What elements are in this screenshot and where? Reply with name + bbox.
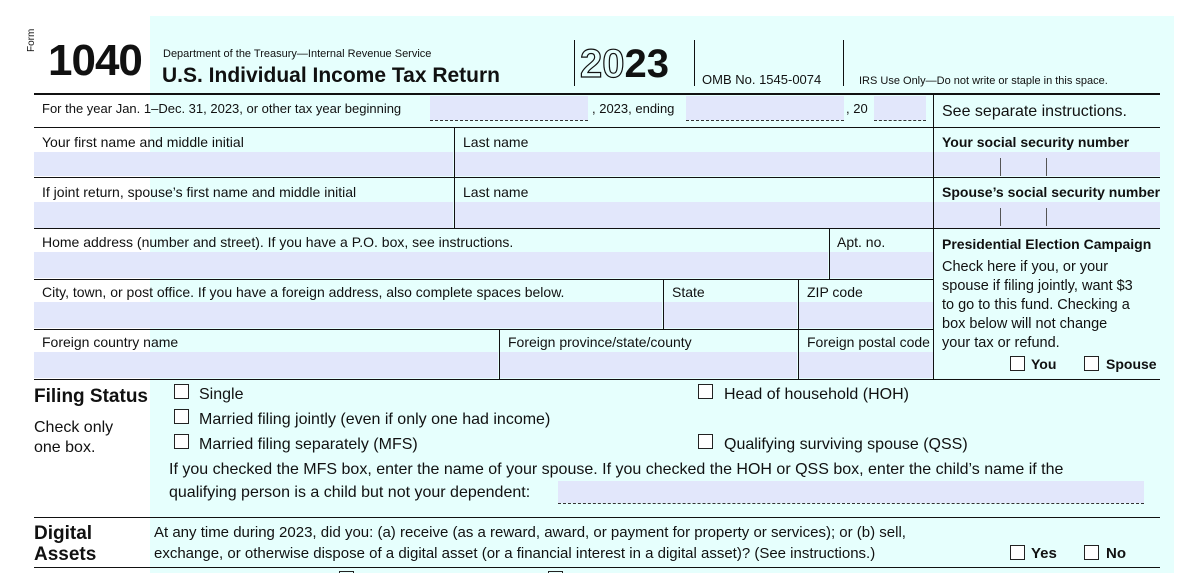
foreign-country-label: Foreign country name [42,334,179,350]
mfj-checkbox[interactable] [174,409,189,424]
ssn-sep-1 [1000,158,1001,176]
presidential-you-checkbox[interactable] [1010,356,1025,371]
spouse-first-name-label: If joint return, spouse’s first name and middle initial [42,184,357,200]
row-rule-8 [34,567,1160,568]
foreign-province-field[interactable] [500,352,797,378]
presidential-spouse-checkbox[interactable] [1084,356,1099,371]
filing-note-line1: If you checked the MFS box, enter the name of your spouse. If you checked the HOH or QSS box, enter the child’s name if the [169,461,1064,478]
tax-year [580,42,669,86]
qualifying-person-line [558,503,1144,504]
city-field[interactable] [34,302,662,328]
tax-year-solid: 23 [624,42,669,86]
row-rule-1 [34,127,1160,128]
state-field[interactable] [664,302,797,328]
ssn-field[interactable] [934,152,1160,176]
row-rule-5 [34,329,933,330]
mfs-label: Married filing separately (MFS) [199,436,418,453]
qss-label: Qualifying surviving spouse (QSS) [724,436,968,453]
tax-year-end-prefix: , 20 [846,101,868,116]
presidential-title: Presidential Election Campaign [942,236,1152,252]
foreign-province-label: Foreign province/state/county [508,334,692,350]
home-address-field[interactable] [34,252,828,278]
row-rule-7 [34,517,1160,518]
ssn-sep-2 [1046,158,1047,176]
mfj-label: Married filing jointly (even if only one had income) [199,411,551,428]
foreign-postal-field[interactable] [799,352,933,378]
spouse-ssn-field[interactable] [934,202,1160,228]
home-address-label: Home address (number and street). If you have a P.O. box, see instructions. [42,234,514,250]
form-title: U.S. Individual Income Tax Return [162,64,500,87]
last-name-label: Last name [463,134,529,150]
filing-status-title: Filing Status [34,386,148,407]
city-label: City, town, or post office. If you have a foreign address, also complete spaces below. [42,284,565,300]
foreign-postal-label: Foreign postal code [807,334,930,350]
tax-year-end-line [686,120,844,121]
first-name-field[interactable] [34,152,453,176]
form-side-label: Form [26,28,37,52]
row-rule-6 [34,379,1160,380]
header-bottom-rule [34,93,1160,95]
tax-year-end-year-field[interactable] [874,96,926,120]
presidential-you-label: You [1031,356,1057,372]
presidential-text-1: Check here if you, or your [942,259,1109,275]
digital-assets-yes-checkbox[interactable] [1010,545,1025,560]
presidential-text-2: spouse if filing jointly, want $3 [942,278,1133,294]
zip-field[interactable] [799,302,933,328]
state-label: State [672,284,705,300]
tax-year-begin-line [430,120,588,121]
digital-assets-no-checkbox[interactable] [1084,545,1099,560]
hoh-label: Head of household (HOH) [724,386,909,403]
ssn-label: Your social security number [942,134,1130,150]
single-checkbox[interactable] [174,384,189,399]
spouse-ssn-sep-2 [1046,208,1047,226]
presidential-spouse-label: Spouse [1106,356,1157,372]
zip-label: ZIP code [807,284,863,300]
mfs-checkbox[interactable] [174,434,189,449]
foreign-country-field[interactable] [34,352,498,378]
spouse-ssn-label: Spouse’s social security number [942,184,1161,200]
tax-year-prefix: For the year Jan. 1–Dec. 31, 2023, or other tax year beginning [42,101,402,116]
filing-note-line2: qualifying person is a child but not your dependent: [169,484,531,501]
digital-assets-question-1: At any time during 2023, did you: (a) receive (as a reward, award, or payment for property or services); or (b) sell, [154,524,906,541]
department-label: Department of the Treasury—Internal Revenue Service [163,48,432,60]
col-divider-right-top [933,95,934,379]
row-rule-2 [34,177,1160,178]
digital-assets-yes-label: Yes [1031,545,1057,562]
digital-assets-question-2: exchange, or otherwise dispose of a digital asset (or a financial interest in a digital asset)? (See instructions.) [154,545,876,562]
form-side-wrap [28,82,42,83]
header-divider-3 [843,40,844,86]
presidential-text-4: box below will not change [942,316,1108,332]
tax-year-end-field[interactable] [686,96,844,120]
apt-field[interactable] [830,252,933,278]
last-name-field[interactable] [455,152,933,176]
spouse-ssn-sep-1 [1000,208,1001,226]
spouse-first-name-field[interactable] [34,202,453,228]
spouse-last-name-field[interactable] [455,202,933,228]
omb-number: OMB No. 1545-0074 [702,72,822,87]
first-name-label: Your first name and middle initial [42,134,244,150]
tax-year-mid: , 2023, ending [592,101,675,116]
tax-year-outline: 20 [580,42,625,86]
qualifying-person-field[interactable] [558,481,1144,503]
qss-checkbox[interactable] [698,434,713,449]
tax-year-begin-field[interactable] [430,96,588,120]
digital-assets-title-2: Assets [34,544,97,565]
tax-year-end-year-line [874,120,926,121]
header-divider-2 [694,40,695,86]
see-instructions: See separate instructions. [942,103,1127,120]
apt-label: Apt. no. [837,234,886,250]
single-label: Single [199,386,244,403]
header-divider-1 [574,40,575,86]
filing-one-box: one box. [34,439,96,456]
digital-assets-no-label: No [1106,545,1126,562]
presidential-text-3: to go to this fund. Checking a [942,297,1130,313]
filing-check-only: Check only [34,419,114,436]
irs-use-only: IRS Use Only—Do not write or staple in this space. [859,75,1108,87]
spouse-last-name-label: Last name [463,184,529,200]
form-number: 1040 [48,36,142,85]
digital-assets-title-1: Digital [34,523,93,544]
presidential-text-5: your tax or refund. [942,335,1060,351]
hoh-checkbox[interactable] [698,384,713,399]
row-rule-3 [34,228,1160,229]
